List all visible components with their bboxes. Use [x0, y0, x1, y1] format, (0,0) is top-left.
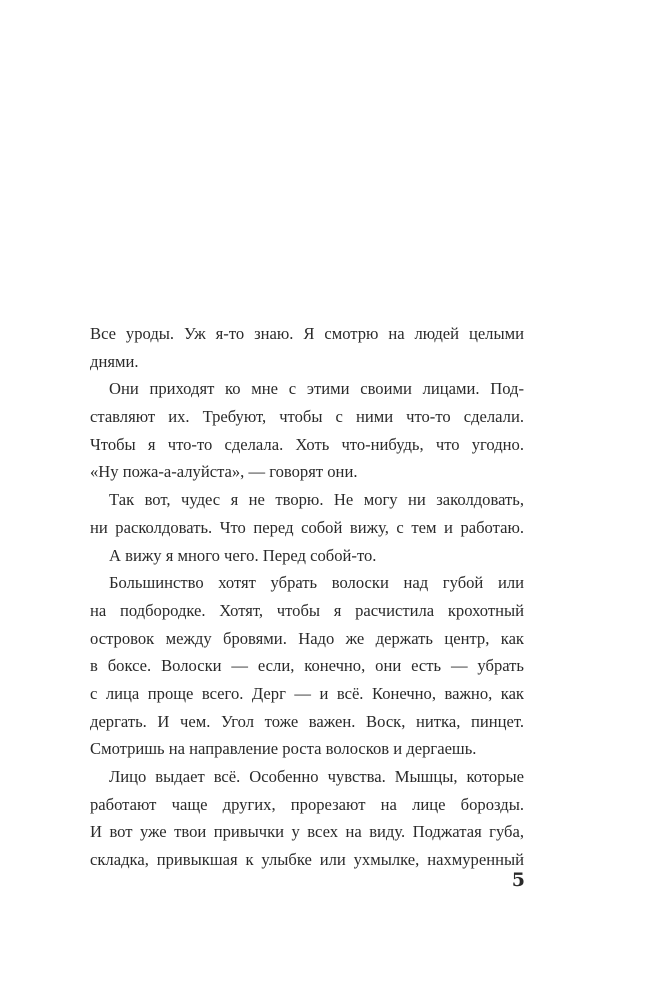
text-line: Они приходят ко мне с этими своими лицами. Под-	[109, 379, 524, 399]
text-line: работают чаще других, прорезают на лице борозды.	[90, 794, 524, 814]
text-line: складка, привыкшая к улыбке или ухмылке, нахмуренный	[90, 850, 524, 870]
text-line: Смотришь на направление роста волосков и дергаешь.	[90, 739, 477, 759]
text-line: Так вот, чудес я не творю. Не могу ни заколдовать,	[109, 490, 524, 510]
text-line: Большинство хотят убрать волоски над губой или	[109, 573, 524, 593]
text-line: дергать. И чем. Угол тоже важен. Воск, нитка, пинцет.	[90, 711, 524, 731]
text-line: И вот уже твои привычки у всех на виду. Поджатая губа,	[90, 822, 524, 842]
text-line: «Ну пожа-а-алуйста», — говорят они.	[90, 462, 358, 482]
text-line: в боксе. Волоски — если, конечно, они есть — убрать	[90, 656, 524, 676]
text-line: с лица проще всего. Дерг — и всё. Конечно, важно, как	[90, 683, 524, 703]
text-line: островок между бровями. Надо же держать центр, как	[90, 628, 524, 648]
text-line: А вижу я много чего. Перед собой-то.	[109, 545, 377, 565]
text-line: Лицо выдает всё. Особенно чувства. Мышцы, которые	[109, 767, 524, 786]
body-text	[90, 320, 524, 874]
text-line: Чтобы я что-то сделала. Хоть что-нибудь, что угодно.	[90, 434, 524, 454]
text-line: днями.	[90, 351, 139, 371]
text-line: ставляют их. Требуют, чтобы с ними что-то сделали.	[90, 407, 524, 427]
text-line: ни расколдовать. Что перед собой вижу, с тем и работаю.	[90, 517, 524, 537]
page-number: 5	[511, 869, 525, 891]
text-line: на подбородке. Хотят, чтобы я расчистила крохотный	[90, 600, 524, 620]
text-line: Все уроды. Уж я-то знаю. Я смотрю на людей целыми	[90, 324, 524, 343]
